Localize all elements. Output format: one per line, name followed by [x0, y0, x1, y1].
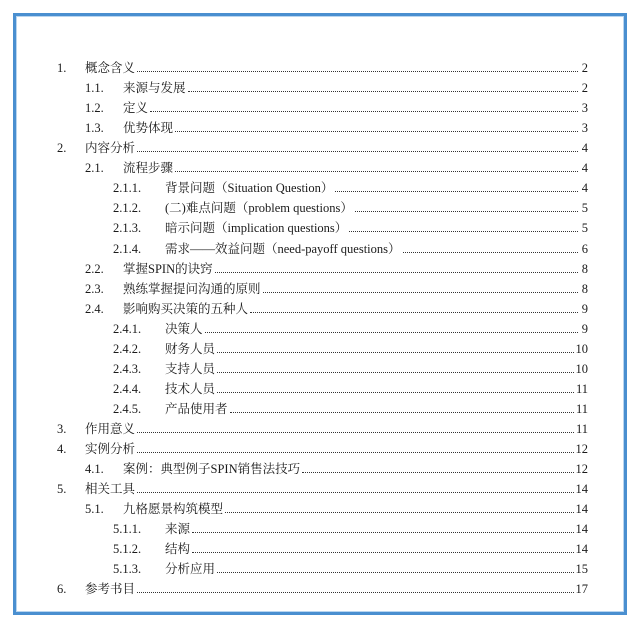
toc-entry-page: 5 [581, 201, 588, 216]
toc-entry-title: 背景问题（Situation Question） [165, 181, 334, 196]
toc-entry-number: 2.4. [85, 301, 104, 316]
toc-entry-title: 影响购买决策的五种人 [123, 301, 249, 316]
toc-entry-number: 1.2. [85, 101, 104, 116]
toc-entry-number: 2.4.3. [113, 361, 142, 376]
toc-entry-number: 5.1.1. [113, 522, 142, 537]
toc-entry-1-1[interactable] [85, 79, 588, 97]
toc-leader-dots [349, 230, 578, 232]
toc-entry-page: 3 [581, 121, 588, 136]
toc-entry-number: 2.1. [85, 161, 104, 176]
toc-leader-dots [192, 531, 573, 533]
toc-entry-page: 8 [581, 281, 588, 296]
toc-entry-2-1-2[interactable] [113, 199, 588, 217]
toc-entry-3[interactable] [57, 420, 588, 438]
toc-entry-number: 5.1.2. [113, 542, 142, 557]
toc-entry-number: 2.4.5. [113, 401, 142, 416]
toc-entry-number: 2.1.2. [113, 201, 142, 216]
toc-entry-number: 4. [57, 441, 67, 456]
toc-entry-number: 1.3. [85, 121, 104, 136]
toc-leader-dots [217, 571, 573, 573]
toc-leader-dots [137, 491, 573, 493]
toc-leader-dots [403, 251, 578, 253]
toc-entry-page: 4 [581, 181, 588, 196]
toc-entry-number: 5.1.3. [113, 562, 142, 577]
toc-entry-2-1-4[interactable] [113, 240, 588, 258]
toc-entry-page: 15 [575, 562, 588, 577]
toc-leader-dots [263, 291, 578, 293]
toc-entry-title: 需求——效益问题（need-payoff questions） [165, 241, 401, 256]
toc-entry-number: 1. [57, 61, 67, 75]
toc-entry-number: 3. [57, 421, 67, 436]
toc-entry-number: 2.3. [85, 281, 104, 296]
toc-entry-2-4-4[interactable] [113, 380, 588, 398]
toc-entry-number: 2. [57, 141, 67, 156]
toc-entry-title: 决策人 [165, 321, 203, 336]
toc-leader-dots [225, 511, 573, 513]
toc-entry-2-4-3[interactable] [113, 360, 588, 378]
toc-entry-page: 12 [575, 462, 588, 476]
toc-entry-number: 4.1. [85, 462, 104, 476]
toc-entry-title: 分析应用 [165, 562, 216, 577]
toc-entry-number: 2.1.3. [113, 221, 142, 236]
toc-leader-dots [205, 331, 578, 333]
toc-entry-title: 支持人员 [165, 361, 216, 376]
toc-leader-dots [217, 371, 573, 373]
toc-entry-title: 实例分析 [85, 441, 136, 456]
toc-entry-page: 4 [581, 141, 588, 156]
toc-entry-title: 暗示问题（implication questions） [165, 221, 348, 236]
toc-entry-title: 案例：典型例子SPIN销售法技巧 [123, 462, 301, 476]
toc-entry-title: 流程步骤 [123, 161, 174, 176]
toc-entry-number: 1.1. [85, 81, 104, 95]
toc-entry-2-4-2[interactable] [113, 340, 588, 358]
toc-entry-page: 11 [575, 381, 588, 396]
toc-entry-number: 2.4.1. [113, 321, 142, 336]
toc-entry-page: 11 [575, 421, 588, 436]
toc-entry-number: 2.4.2. [113, 341, 142, 356]
toc-entry-page: 11 [575, 401, 588, 416]
toc-entry-4-1[interactable] [85, 460, 588, 478]
toc-entry-6[interactable] [57, 580, 588, 598]
toc-entry-page: 14 [575, 542, 588, 557]
toc-entry-title: (二)难点问题（problem questions） [165, 201, 353, 216]
toc-entry-page: 10 [575, 341, 588, 356]
toc-entry-title: 优势体现 [123, 121, 174, 136]
toc-entry-number: 2.4.4. [113, 381, 142, 396]
toc-entry-title: 概念含义 [85, 61, 136, 75]
toc-leader-dots [335, 190, 578, 192]
toc-entry-number: 2.2. [85, 261, 104, 276]
toc-entry-page: 2 [581, 61, 588, 75]
toc-leader-dots [217, 351, 573, 353]
toc-leader-dots [175, 170, 578, 172]
toc-leader-dots [192, 551, 573, 553]
toc-entry-5[interactable] [57, 480, 588, 498]
toc-entry-page: 3 [581, 101, 588, 116]
toc-entry-title: 来源与发展 [123, 81, 186, 95]
toc-leader-dots [217, 391, 574, 393]
toc-leader-dots [137, 431, 574, 433]
toc-entry-title: 九格愿景构筑模型 [123, 502, 224, 517]
toc-entry-2-4-5[interactable] [113, 400, 588, 418]
toc-entry-page: 8 [581, 261, 588, 276]
toc-entry-title: 掌握SPIN的诀窍 [123, 261, 213, 276]
toc-entry-page: 17 [575, 582, 588, 597]
toc-leader-dots [137, 451, 573, 453]
toc-leader-dots [188, 90, 578, 92]
toc-entry-number: 2.1.1. [113, 181, 142, 196]
toc-entry-1-3[interactable] [85, 119, 588, 137]
toc-leader-dots [150, 110, 578, 112]
toc-entry-title: 参考书目 [85, 582, 136, 597]
toc-entry-title: 熟练掌握提问沟通的原则 [123, 281, 261, 296]
toc-leader-dots [175, 130, 578, 132]
toc-entry-title: 财务人员 [165, 341, 216, 356]
toc-entry-2-4-1[interactable] [113, 320, 588, 338]
toc-entry-4[interactable] [57, 440, 588, 458]
toc-entry-2[interactable] [57, 139, 588, 157]
toc-leader-dots [302, 471, 573, 473]
toc-leader-dots [355, 210, 578, 212]
toc-leader-dots [250, 311, 578, 313]
toc-entry-5-1[interactable] [85, 500, 588, 518]
toc-entry-2-1-1[interactable] [113, 179, 588, 197]
toc-entry-2-2[interactable] [85, 260, 588, 278]
toc-entry-5-1-3[interactable] [113, 560, 588, 578]
toc-entry-2-1[interactable] [85, 159, 588, 177]
toc-entry-2-1-3[interactable] [113, 219, 588, 237]
toc-entry-page: 12 [575, 441, 588, 456]
toc-entry-title: 技术人员 [165, 381, 216, 396]
toc-entry-page: 14 [575, 482, 588, 497]
toc-entry-page: 9 [581, 301, 588, 316]
toc-entry-page: 4 [581, 161, 588, 176]
toc-entry-5-1-1[interactable] [113, 520, 588, 538]
toc-entry-2-3[interactable] [85, 280, 588, 298]
toc-entry-number: 6. [57, 582, 67, 597]
toc-entry-1-2[interactable] [85, 99, 588, 117]
toc-entry-title: 相关工具 [85, 482, 136, 497]
toc-entry-page: 6 [581, 241, 588, 256]
toc-entry-page: 14 [575, 502, 588, 517]
toc-leader-dots [137, 150, 578, 152]
toc-entry-title: 来源 [165, 522, 191, 537]
toc-leader-dots [137, 70, 578, 72]
toc-entry-1[interactable] [57, 59, 588, 77]
toc-entry-title: 内容分析 [85, 141, 136, 156]
toc-entry-2-4[interactable] [85, 300, 588, 318]
toc-entry-number: 2.1.4. [113, 241, 142, 256]
toc-entry-page: 9 [581, 321, 588, 336]
toc-leader-dots [137, 591, 573, 593]
toc-leader-dots [215, 271, 578, 273]
toc-entry-5-1-2[interactable] [113, 540, 588, 558]
toc-entry-page: 2 [581, 81, 588, 95]
toc-leader-dots [230, 411, 574, 413]
toc-entry-title: 产品使用者 [165, 401, 228, 416]
toc-entry-page: 5 [581, 221, 588, 236]
toc-entry-page: 14 [575, 522, 588, 537]
toc-entry-number: 5.1. [85, 502, 104, 517]
toc-entry-title: 结构 [165, 542, 191, 557]
toc-entry-page: 10 [575, 361, 588, 376]
toc-entry-title: 定义 [123, 101, 149, 116]
toc-entry-number: 5. [57, 482, 67, 497]
toc-entry-title: 作用意义 [85, 421, 136, 436]
